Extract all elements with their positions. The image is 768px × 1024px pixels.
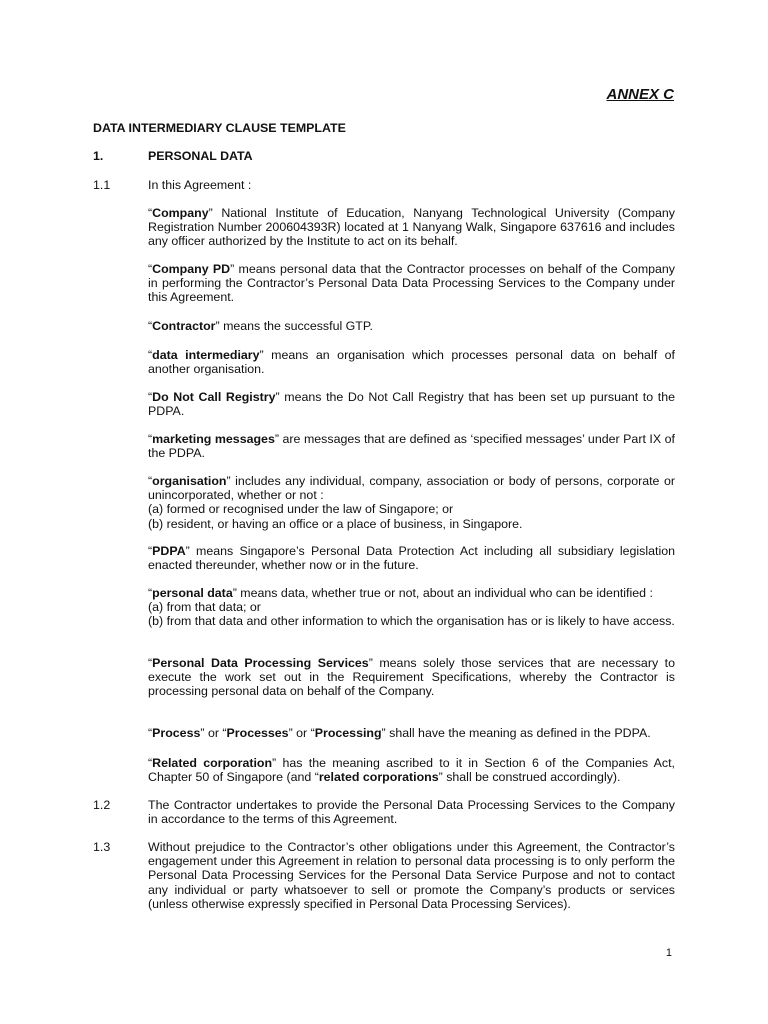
term-separator: or “ [204, 726, 227, 740]
term-related-corporation: Related corporation [152, 756, 273, 770]
term-process: Process [152, 726, 201, 740]
clause-1-1-number: 1.1 [93, 178, 111, 192]
definition-text: National Institute of Education, Nanyang Technological University (Company Registration Number 200604393R) located at 1 Nanyang Walk, Singapore 637616 and includes any officer authorized by the Institute to act on its behalf. [148, 206, 675, 249]
definition-process: “Process” or “Processes” or “Processing” shall have the meaning as defined in the PDPA. [148, 726, 651, 740]
list-item: (a) from that data; or [148, 600, 261, 615]
term-data-intermediary: data intermediary [152, 348, 260, 362]
term-marketing: marketing messages [152, 432, 275, 446]
term-related-corporations: related corporations [318, 770, 439, 785]
definition-contractor: “Contractor” means the successful GTP. [148, 319, 373, 333]
clause-1-3-number: 1.3 [93, 840, 111, 854]
definition-pdps: “Personal Data Processing Services” means solely those services that are necessary to execute the work set out in the Requirement Specifications, whereby the Contractor is processing personal data on behalf of the Company. [148, 656, 675, 699]
clause-1-2-number: 1.2 [93, 798, 111, 812]
term-organisation: organisation [152, 474, 227, 488]
definition-text: means solely those services that are necessary to execute the work set out in the Requirement Specifications, whereby the Contractor is processing personal data on behalf of the Company. [148, 656, 675, 699]
definition-dnc: “Do Not Call Registry” means the Do Not Call Registry that has been set up pursuant to the PDPA. [148, 390, 675, 419]
definition-marketing: “marketing messages” are messages that are defined as ‘specified messages’ under Part IX of the PDPA. [148, 432, 676, 461]
document-title: DATA INTERMEDIARY CLAUSE TEMPLATE [93, 121, 346, 135]
definition-text: means data, whether true or not, about an individual who can be identified : [236, 586, 653, 600]
list-item: (b) from that data and other information to which the organisation has or is likely to have access. [148, 614, 675, 629]
definition-text: means Singapore’s Personal Data Protection Act including all subsidiary legislation enacted thereunder, whether now or in the future. [148, 544, 675, 573]
term-processes: Processes [226, 726, 289, 740]
definition-personal-data: “personal data” means data, whether true or not, about an individual who can be identified : (a) from that data; or (b) from that data and other information to which the organisation has or is likely to have access. [148, 586, 675, 629]
term-pdps: Personal Data Processing Services [152, 656, 369, 670]
definition-text: are messages that are defined as ‘specified messages’ under Part IX of the PDPA. [148, 432, 676, 461]
definition-company-pd: “Company PD” means personal data that the Contractor processes on behalf of the Company in performing the Contractor’s Personal Data Data Processing Services to the Company under this Agreement. [148, 262, 676, 305]
definition-text: means the Do Not Call Registry that has been set up pursuant to the PDPA. [148, 390, 675, 419]
definition-data-intermediary: “data intermediary” means an organisation which processes personal data on behalf of another organisation. [148, 348, 675, 377]
term-dnc: Do Not Call Registry [152, 390, 276, 404]
definition-text: means an organisation which processes personal data on behalf of another organisation. [148, 348, 675, 377]
term-pdpa: PDPA [152, 544, 186, 558]
term-processing: Processing [314, 726, 382, 740]
term-company: Company [152, 206, 209, 220]
definition-text: has the meaning ascribed to it in Section 6 of the Companies Act, Chapter 50 of Singapore (and “ [148, 756, 675, 785]
definition-related-corporation: “Related corporation” has the meaning ascribed to it in Section 6 of the Companies Act, Chapter 50 of Singapore (and “related corporations” shall be construed accordingly). [148, 756, 675, 785]
list-item: (a) formed or recognised under the law of Singapore; or [148, 502, 454, 517]
page-number: 1 [665, 947, 672, 959]
clause-1-3-text: Without prejudice to the Contractor’s other obligations under this Agreement, the Contractor’s engagement under this Agreement in relation to personal data processing is to only perform the Personal Data Processing Services for the Personal Data Service Purpose and not to contact any individual or party whatsoever to sell or promote the Company’s products or services (unless otherwise expressly specified in Personal Data Processing Services). [148, 840, 675, 911]
section-heading: PERSONAL DATA [148, 149, 253, 163]
clause-1-2-text: The Contractor undertakes to provide the Personal Data Processing Services to the Company in accordance to the terms of this Agreement. [148, 798, 675, 827]
definition-text: shall have the meaning as defined in the PDPA. [385, 726, 651, 740]
definition-text: means personal data that the Contractor processes on behalf of the Company in performing the Contractor’s Personal Data Data Processing Services to the Company under this Agreement. [148, 262, 676, 305]
definition-organisation: “organisation” includes any individual, company, association or body of persons, corporate or unincorporated, whether or not : (a) formed or recognised under the law of Singapore; or (b) resident, or having an office or a place of business, in Singapore. [148, 474, 675, 531]
annex-label: ANNEX C [606, 86, 674, 103]
list-item: (b) resident, or having an office or a place of business, in Singapore. [148, 516, 523, 531]
term-contractor: Contractor [152, 319, 216, 333]
clause-1-1-intro: In this Agreement : [148, 178, 252, 192]
term-personal-data: personal data [152, 586, 233, 600]
definition-company: “Company” National Institute of Education, Nanyang Technological University (Company Registration Number 200604393R) located at 1 Nanyang Walk, Singapore 637616 and includes any officer authorized by the Institute to act on its behalf. [148, 206, 675, 249]
definition-text: means the successful GTP. [219, 319, 373, 333]
section-number: 1. [93, 149, 104, 163]
term-company-pd: Company PD [152, 262, 231, 276]
definition-pdpa: “PDPA” means Singapore’s Personal Data Protection Act including all subsidiary legislation enacted thereunder, whether now or in the future. [148, 544, 675, 573]
term-separator: or “ [292, 726, 315, 740]
definition-text: includes any individual, company, association or body of persons, corporate or unincorporated, whether or not : [148, 474, 675, 503]
definition-text: ” shall be construed accordingly). [438, 770, 621, 785]
